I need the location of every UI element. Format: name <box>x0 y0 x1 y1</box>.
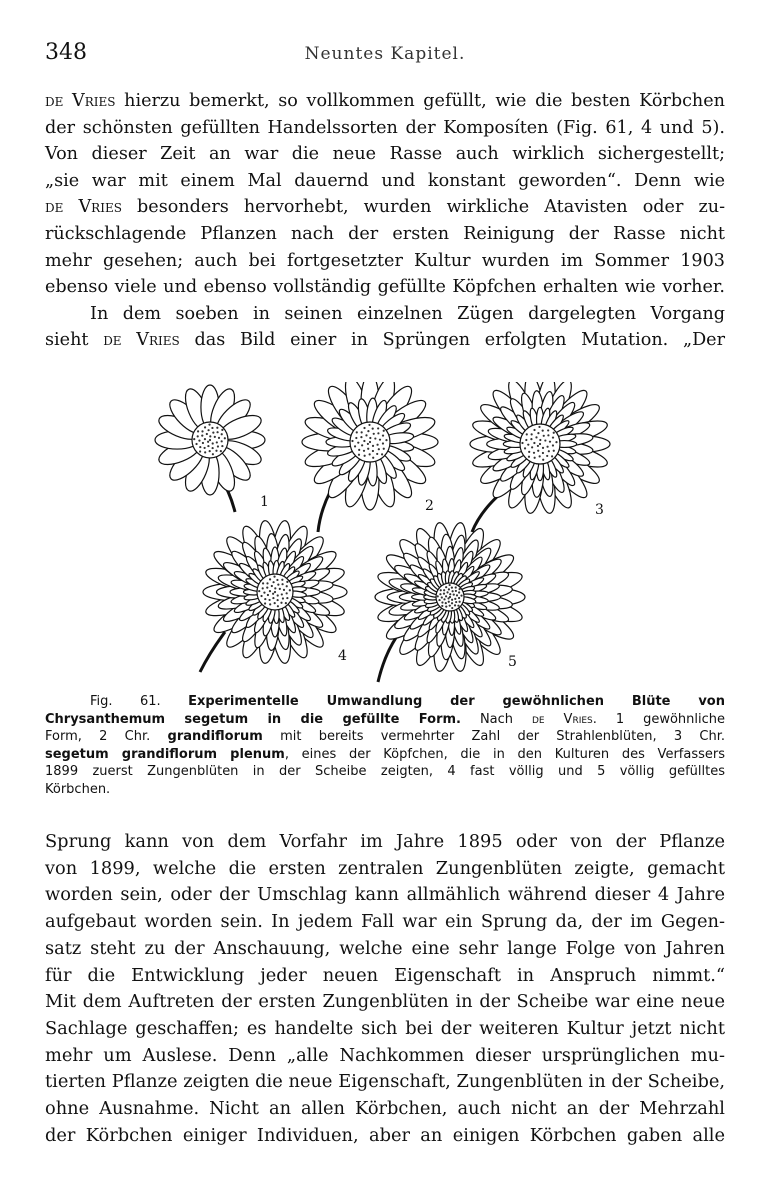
text-fragment: mit bereits vermehrter Zahl der Strahlenblüten, 3 Chr. <box>262 729 725 744</box>
flower-2 <box>302 382 438 532</box>
text-fragment: besonders hervorhebt, wurden wirkliche Atavisten oder zu- <box>121 197 726 218</box>
text-line: worden sein, oder der Umschlag kann allmählich während dieser 4 Jahre <box>45 884 725 906</box>
caption-title: Chrysanthemum segetum in die gefüllte Form. <box>45 711 461 727</box>
text-line: mehr gesehen; auch bei fortgesetzter Kultur wurden im Sommer 1903 <box>45 250 725 271</box>
running-head: Neuntes Kapitel. <box>304 44 466 64</box>
paragraph-bottom <box>45 829 725 1149</box>
flower-3 <box>470 382 610 532</box>
flower-5 <box>375 521 525 682</box>
text-line: In dem soeben in seinen einzelnen Zügen dargelegten Vorgang <box>90 303 725 324</box>
text-fragment: das Bild einer in Sprüngen erfolgten Mutation. „Der <box>179 330 725 351</box>
text-line: von 1899, welche die ersten zentralen Zungenblüten zeigte, gemacht <box>45 857 725 879</box>
figure-number: Fig. 61. <box>90 694 189 709</box>
caption-line <box>45 728 725 746</box>
flower-illustration <box>150 382 620 687</box>
flower-label-5: 5 <box>508 654 517 670</box>
figure-caption <box>45 693 725 798</box>
caption-line <box>45 693 725 711</box>
caption-line <box>45 746 725 764</box>
text-fragment: . 1 gewöhnliche <box>592 711 726 727</box>
page-number: 348 <box>45 40 87 65</box>
flower-label-4: 4 <box>338 648 347 664</box>
caption-line: 1899 zuerst Zungenblüten in der Scheibe zeigten, 4 fast völlig und 5 völlig gefülltes <box>45 764 725 779</box>
text-line: der schönsten gefüllten Handelssorten der Komposíten (Fig. 61, 4 und 5). <box>45 117 725 138</box>
text-line: rückschlagende Pflanzen nach der ersten Reinigung der Rasse nicht <box>45 223 725 244</box>
text-line: Von dieser Zeit an war die neue Rasse auch wirklich sichergestellt; <box>45 144 725 165</box>
text-line: ebenso viele und ebenso vollständig gefüllte Köpfchen erhalten wie vorher. <box>45 277 725 298</box>
text-line: tierten Pflanze zeigten die neue Eigenschaft, Zungenblüten in der Scheibe, <box>45 1071 725 1093</box>
text-line: Sprung kann von dem Vorfahr im Jahre 1895 oder von der Pflanze <box>45 831 725 852</box>
author-name: de Vries <box>531 711 593 727</box>
caption-line <box>45 711 725 729</box>
species-name: grandiflorum <box>167 729 263 744</box>
author-name: de Vries <box>103 330 180 351</box>
caption-line: Körbchen. <box>45 781 111 797</box>
species-name: segetum grandiflorum plenum <box>45 746 285 762</box>
caption-title: Experimentelle Umwandlung der gewöhnlichen Blüte von <box>188 694 725 709</box>
flower-1 <box>155 385 265 512</box>
text-line: „sie war mit einem Mal dauernd und konstant geworden“. Denn wie <box>45 170 725 191</box>
text-line <box>45 88 725 115</box>
text-line: mehr um Auslese. Denn „alle Nachkommen dieser ursprünglichen mu- <box>45 1044 725 1066</box>
text-line: für die Entwicklung jeder neuen Eigenschaft in Anspruch nimmt.“ <box>45 964 725 986</box>
flower-label-2: 2 <box>425 498 434 514</box>
text-line: Mit dem Auftreten der ersten Zungenblüten in der Scheibe war eine neue <box>45 991 725 1013</box>
flower-label-1: 1 <box>260 494 269 510</box>
text-fragment: , eines der Köpfchen, die in den Kulturen des Verfassers <box>284 746 725 762</box>
text-line: satz steht zu der Anschauung, welche eine sehr lange Folge von Jahren <box>45 937 725 959</box>
text-fragment: hierzu bemerkt, so vollkommen gefüllt, wie die besten Körbchen <box>115 91 726 111</box>
page-header <box>45 40 725 70</box>
text-fragment: Nach <box>460 711 532 727</box>
text-fragment: Form, 2 Chr. <box>45 729 168 744</box>
text-line: ohne Ausnahme. Nicht an allen Körbchen, auch nicht an der Mehrzahl <box>45 1098 725 1120</box>
text-line <box>45 327 725 354</box>
text-fragment: sieht <box>45 330 104 351</box>
flower-label-3: 3 <box>595 502 604 518</box>
text-line: Sachlage geschaffen; es handelte sich bei der weiteren Kultur jetzt nicht <box>45 1017 725 1039</box>
flower-4 <box>200 520 347 672</box>
figure-flowers <box>150 382 620 687</box>
paragraph-top <box>45 88 725 354</box>
text-line: aufgebaut worden sein. In jedem Fall war ein Sprung da, der im Gegen- <box>45 911 725 933</box>
author-name: de Vries <box>45 91 116 111</box>
text-line: der Körbchen einiger Individuen, aber an einigen Körbchen gaben alle <box>45 1124 725 1146</box>
text-line <box>45 194 725 221</box>
author-name: de Vries <box>45 197 122 218</box>
